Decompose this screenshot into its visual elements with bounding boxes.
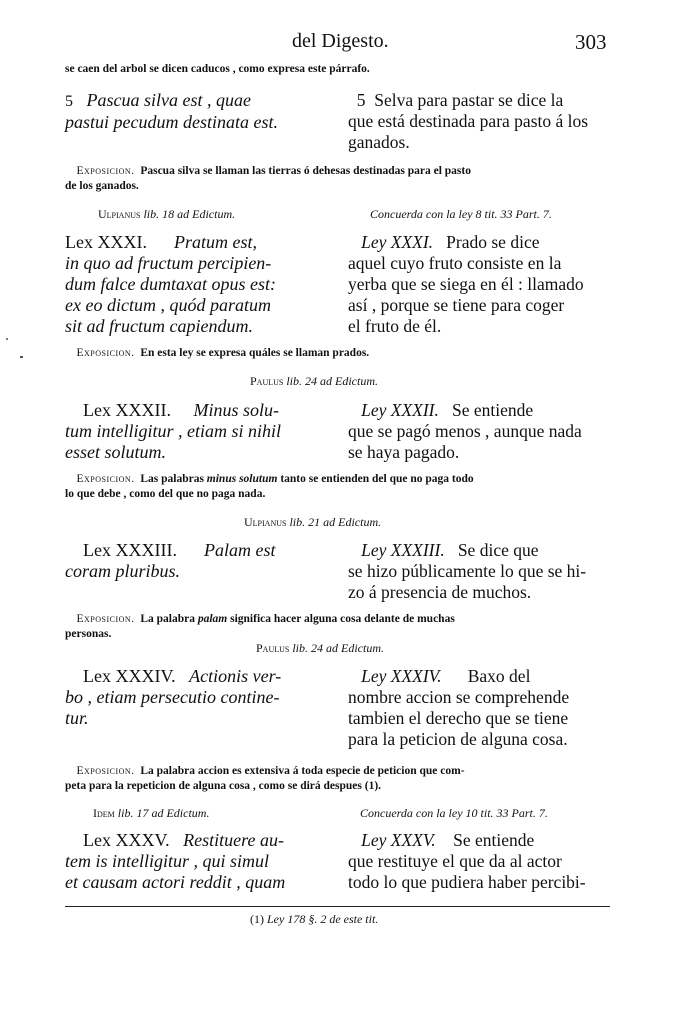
spanish-32-line-1: Se entiende <box>452 400 534 420</box>
source-ref: lib. 24 ad Edictum. <box>289 641 385 655</box>
source-ref: lib. 21 ad Edictum. <box>286 515 382 529</box>
spanish-34-line-3: tambien el derecho que se tiene <box>348 708 569 728</box>
spanish-31-line-1: Prado se dice <box>446 232 540 252</box>
spanish-33-line-2: se hizo públicamente lo que se hi- <box>348 561 587 581</box>
latin-lex-32 <box>65 400 330 463</box>
exposicion-4 <box>65 612 610 642</box>
exposicion-label: Exposicion. <box>76 613 135 625</box>
latin-31-line-5: sit ad fructum capiendum. <box>65 316 253 336</box>
latin-33-line-1: Palam est <box>203 540 276 560</box>
spanish-ley-35 <box>348 830 610 893</box>
latin-lex-35 <box>65 830 330 893</box>
exposicion-4-line-2: personas. <box>65 628 112 640</box>
margin-mark <box>6 338 8 340</box>
latin-32-line-2: tum intelligitur , etiam si nihil <box>65 421 281 441</box>
spanish-33-line-3: zo á presencia de muchos. <box>348 582 532 602</box>
latin-31-line-1: Pratum est, <box>173 232 257 252</box>
spanish-ley-31 <box>348 232 610 337</box>
lex-number: Lex XXXIV. <box>83 666 176 686</box>
spanish-ley-34 <box>348 666 610 750</box>
source-ulpianus-21 <box>244 515 381 530</box>
footnote-marker: (1) <box>250 912 267 926</box>
exposicion-3-text-a: Las palabras <box>140 473 207 485</box>
latin-34-line-3: tur. <box>65 708 89 728</box>
ley-number: Ley XXXV. <box>361 830 436 850</box>
latin-5-line-1: Pascua silva est , quae <box>86 90 251 110</box>
spanish-ley-33 <box>348 540 610 603</box>
footnote-divider <box>65 906 610 907</box>
intro-line: se caen del arbol se dicen caducos , como expresa este párrafo. <box>65 63 370 75</box>
spanish-31-line-4: así , porque se tiene para coger <box>348 295 565 315</box>
lex-number: Lex XXXII. <box>83 400 171 420</box>
margin-mark <box>20 356 23 358</box>
exposicion-1-line-1: Pascua silva se llaman las tierras ó dehesas destinadas para el pasto <box>140 165 471 177</box>
latin-num-5: 5 <box>65 93 73 110</box>
spanish-num-5: 5 <box>356 90 366 110</box>
spanish-ley-32 <box>348 400 610 463</box>
exposicion-label: Exposicion. <box>76 165 135 177</box>
source-ref: lib. 24 ad Edictum. <box>283 374 379 388</box>
source-paulus-24 <box>250 374 378 389</box>
author-name: Ulpianus <box>98 207 141 221</box>
latin-33-line-2: coram pluribus. <box>65 561 181 581</box>
spanish-31-line-2: aquel cuyo fruto consiste en la <box>348 253 562 273</box>
spanish-32-line-2: que se pagó menos , aunque nada <box>348 421 582 441</box>
ley-number: Ley XXXIII. <box>361 540 445 560</box>
exposicion-label: Exposicion. <box>76 347 135 359</box>
latin-35-line-3: et causam actori reddit , quam <box>65 872 286 892</box>
source-paulus-24b <box>256 641 384 656</box>
author-name: Idem <box>93 806 115 820</box>
exposicion-5-line-2: peta para la repeticion de alguna cosa , como se dirá despues (1). <box>65 780 382 792</box>
latin-31-line-4: ex eo dictum , quód paratum <box>65 295 271 315</box>
exposicion-1 <box>65 164 610 194</box>
exposicion-label: Exposicion. <box>76 765 135 777</box>
footnote <box>250 912 378 927</box>
spanish-35-line-3: todo lo que pudiera haber percibi- <box>348 872 586 892</box>
source-ref: lib. 17 ad Edictum. <box>114 806 210 820</box>
spanish-34-line-2: nombre accion se comprehende <box>348 687 570 707</box>
ley-number: Ley XXXII. <box>361 400 439 420</box>
latin-32-line-1: Minus solu- <box>193 400 279 420</box>
exposicion-4-text-b: significa hacer alguna cosa delante de muchas <box>227 613 455 625</box>
spanish-31-line-3: yerba que se siega en él : llamado <box>348 274 584 294</box>
spanish-5-line-1: Selva para pastar se dice la <box>374 90 564 110</box>
lex-number: Lex XXXV. <box>83 830 170 850</box>
latin-35-line-2: tem is intelligitur , qui simul <box>65 851 270 871</box>
ley-number: Ley XXXI. <box>361 232 434 252</box>
exposicion-3 <box>65 472 610 502</box>
footnote-text: Ley 178 §. 2 de este tit. <box>267 912 379 926</box>
author-name: Paulus <box>256 641 290 655</box>
spanish-35-line-1: Se entiende <box>453 830 535 850</box>
exposicion-3-term: minus solutum <box>206 473 278 485</box>
exposicion-label: Exposicion. <box>76 473 135 485</box>
lex-number: Lex XXXI. <box>65 232 147 252</box>
latin-31-line-3: dum falce dumtaxat opus est: <box>65 274 276 294</box>
source-ref: lib. 18 ad Edictum. <box>140 207 236 221</box>
latin-lex-31 <box>65 232 330 337</box>
spanish-5-line-2: que está destinada para pasto á los <box>348 111 589 131</box>
spanish-33-line-1: Se dice que <box>457 540 539 560</box>
source-idem-17 <box>93 806 209 821</box>
spanish-paragraph-5 <box>348 90 610 153</box>
exposicion-5 <box>65 764 610 794</box>
exposicion-3-text-b: tanto se entienden del que no paga todo <box>277 473 474 485</box>
exposicion-1-line-2: de los ganados. <box>65 180 139 192</box>
spanish-32-line-3: se haya pagado. <box>348 442 460 462</box>
latin-31-line-2: in quo ad fructum percipien- <box>65 253 272 273</box>
spanish-31-line-5: el fruto de él. <box>348 316 442 336</box>
exposicion-4-text-a: La palabra <box>140 613 198 625</box>
exposicion-5-line-1: La palabra accion es extensiva á toda especie de peticion que com- <box>140 765 465 777</box>
source-ulpianus-18 <box>98 207 235 222</box>
spanish-5-line-3: ganados. <box>348 132 410 152</box>
concordance-ref-2: Concuerda con la ley 10 tit. 33 Part. 7. <box>360 806 548 820</box>
page-header <box>0 30 682 56</box>
latin-35-line-1: Restituere au- <box>183 830 284 850</box>
author-name: Ulpianus <box>244 515 287 529</box>
lex-number: Lex XXXIII. <box>83 540 177 560</box>
latin-5-line-2: pastui pecudum destinata est. <box>65 112 278 132</box>
latin-paragraph-5 <box>65 90 330 133</box>
latin-34-line-1: Actionis ver- <box>189 666 282 686</box>
exposicion-2-text: En esta ley se expresa quáles se llaman prados. <box>140 347 370 359</box>
exposicion-3-line-2: lo que debe , como del que no paga nada. <box>65 488 266 500</box>
concordance-ref-1: Concuerda con la ley 8 tit. 33 Part. 7. <box>370 207 552 221</box>
exposicion-4-term: palam <box>197 613 228 625</box>
page-number: 303 <box>575 30 607 54</box>
running-title: del Digesto. <box>292 30 389 52</box>
author-name: Paulus <box>250 374 284 388</box>
exposicion-2 <box>65 346 610 361</box>
latin-lex-33 <box>65 540 330 582</box>
spanish-34-line-4: para la peticion de alguna cosa. <box>348 729 568 749</box>
ley-number: Ley XXXIV. <box>361 666 442 686</box>
spanish-35-line-2: que restituye el que da al actor <box>348 851 562 871</box>
latin-34-line-2: bo , etiam persecutio contine- <box>65 687 280 707</box>
spanish-34-line-1: Baxo del <box>467 666 531 686</box>
latin-lex-34 <box>65 666 330 729</box>
latin-32-line-3: esset solutum. <box>65 442 166 462</box>
